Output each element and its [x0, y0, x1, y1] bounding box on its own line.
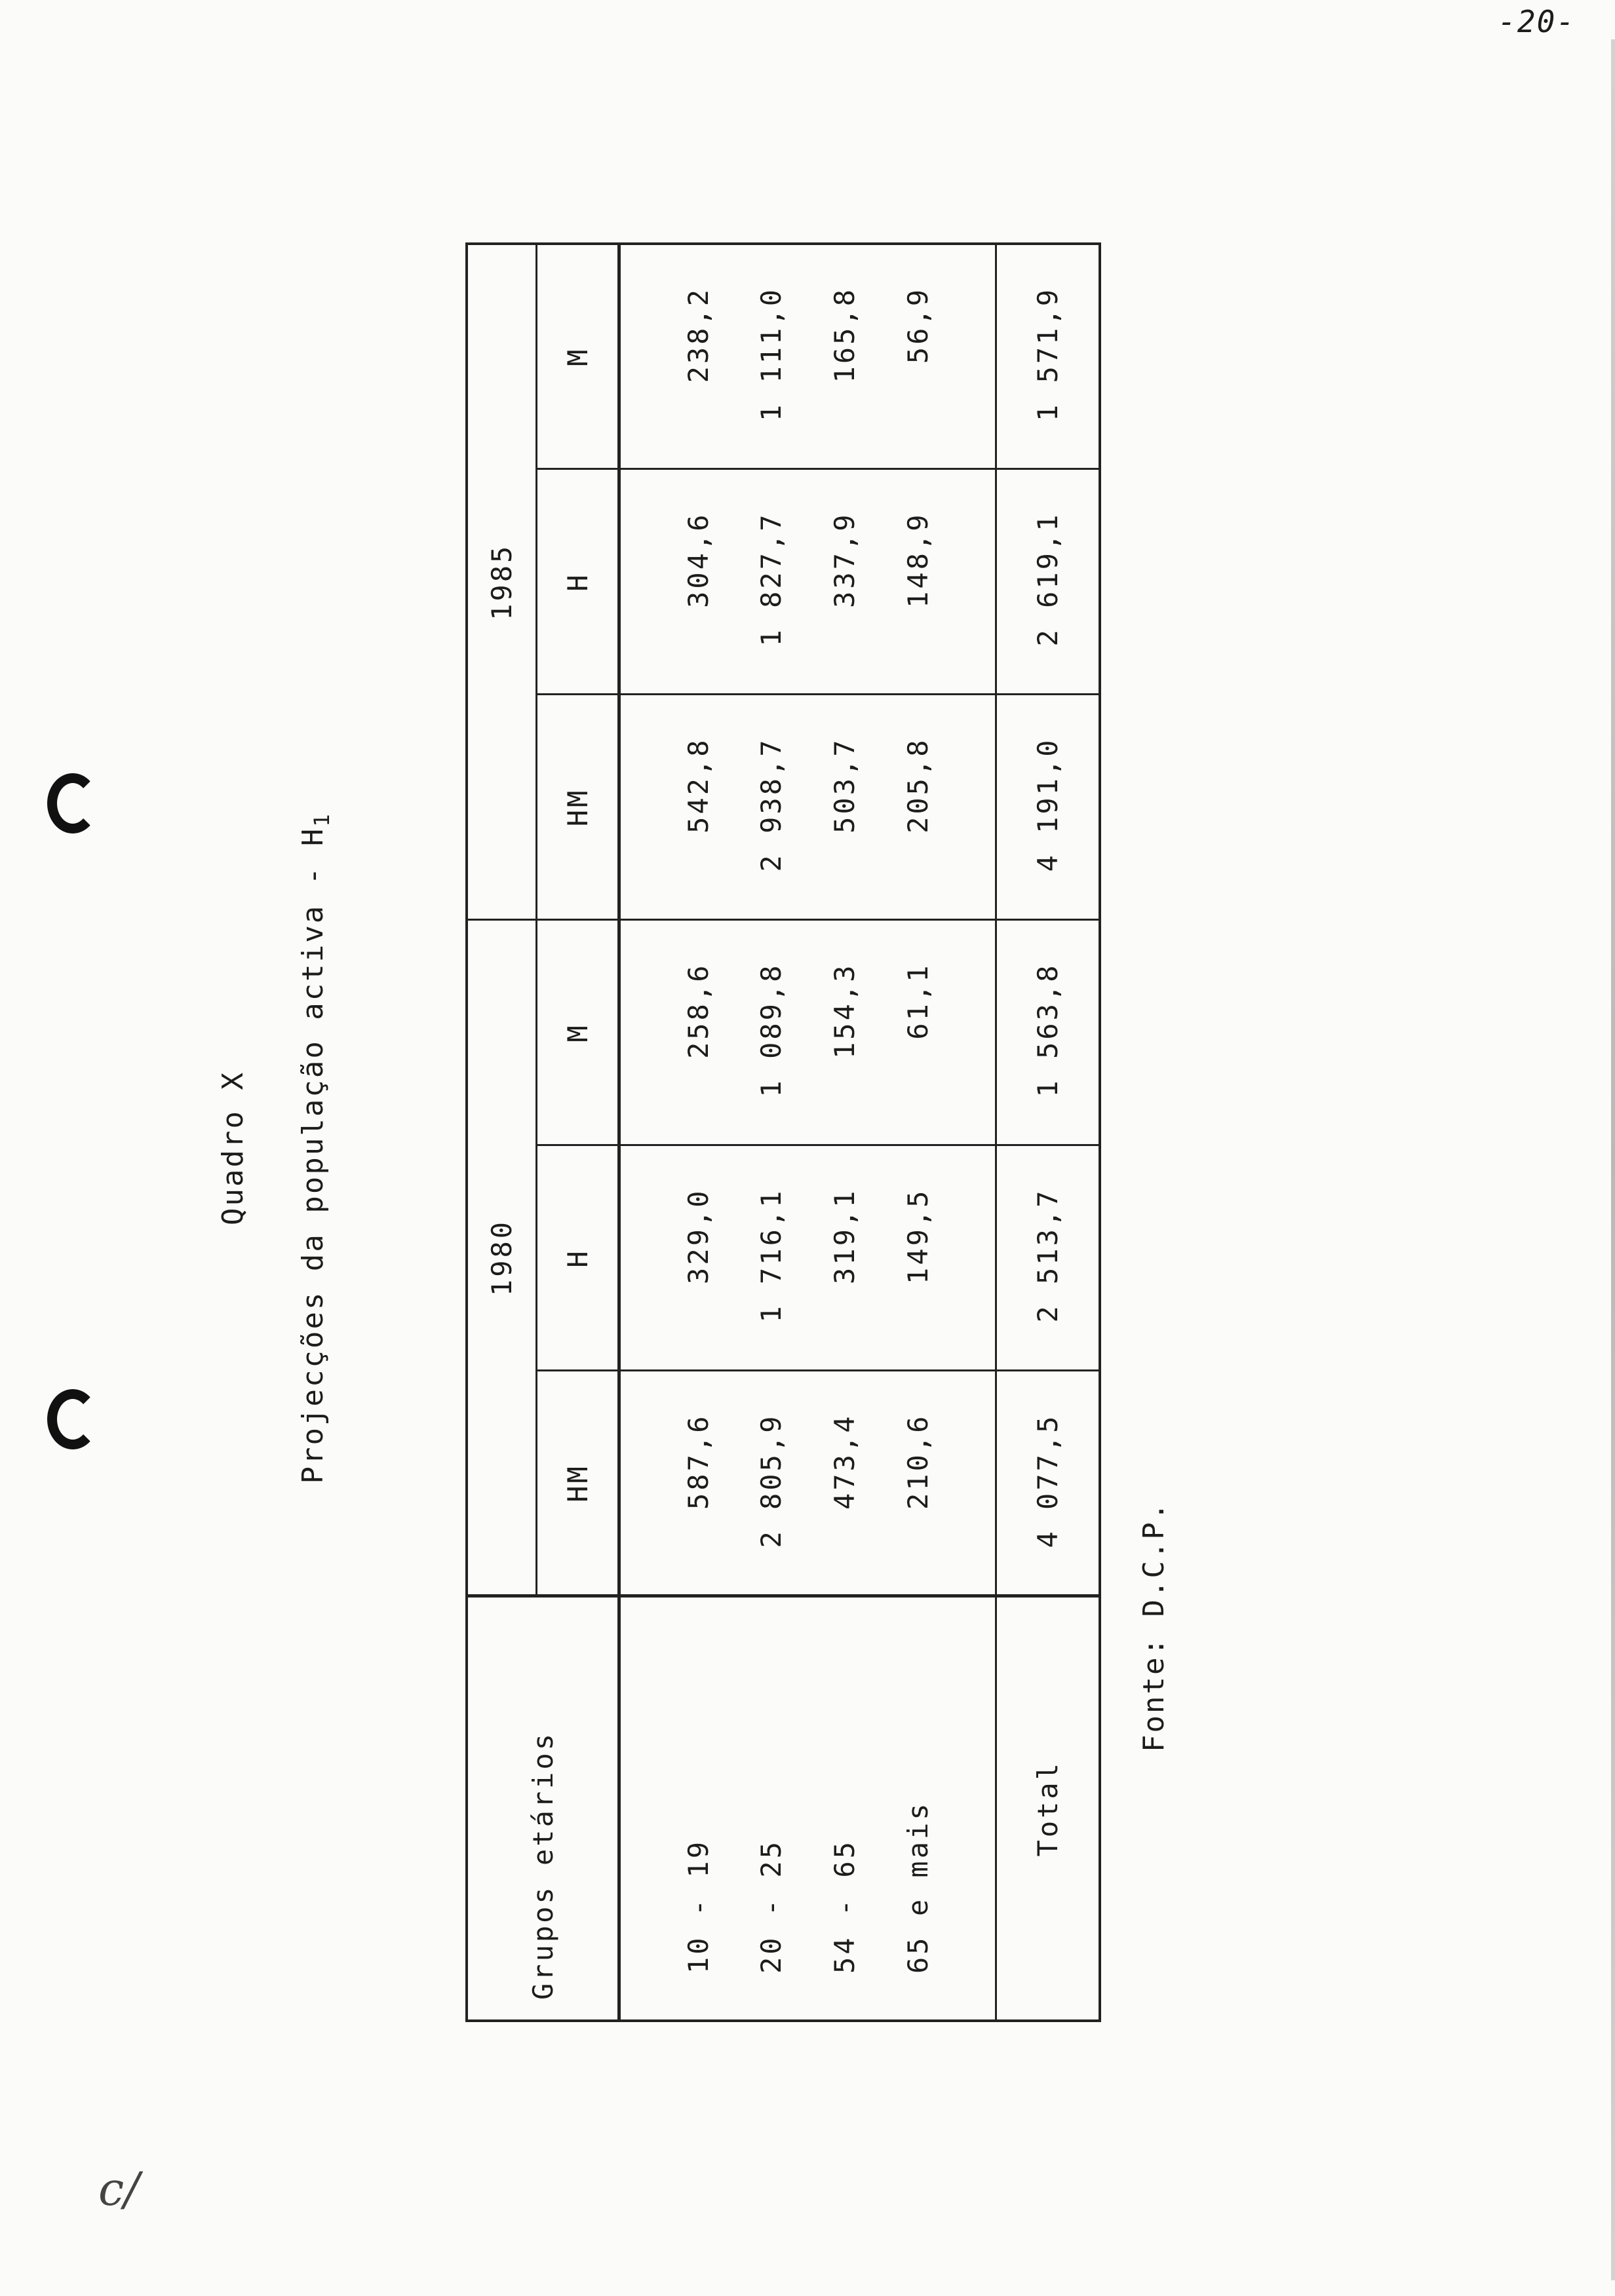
total-cell: 1 571,9 — [996, 244, 1100, 469]
table-row — [808, 244, 882, 2021]
total-row — [996, 244, 1100, 2021]
subheader-hm-1980: HM — [537, 1371, 619, 1596]
table-cell: 165,8 — [808, 244, 882, 469]
subheader-hm-1985: HM — [537, 695, 619, 920]
table-row — [881, 244, 954, 2021]
subtitle-text: Projecções da população activa - H — [296, 826, 330, 1484]
table-cell: 56,9 — [881, 244, 954, 469]
scan-edge — [1611, 39, 1615, 2280]
subheader-h-1980: H — [537, 1145, 619, 1371]
spacer-cell — [619, 244, 662, 469]
table-cell: 2 938,7 — [735, 695, 808, 920]
row-label: 54 - 65 — [808, 1596, 882, 2021]
header-row-years — [467, 244, 537, 2021]
spacer-cell — [954, 469, 996, 695]
subheader-h-1985: H — [537, 469, 619, 695]
handwritten-mark: c/ — [98, 2162, 140, 2216]
table-cell: 1 827,7 — [735, 469, 808, 695]
table-cell: 210,6 — [881, 1371, 954, 1596]
table-row — [735, 244, 808, 2021]
table-cell: 304,6 — [662, 469, 735, 695]
population-table — [465, 242, 1101, 2022]
table-cell: 154,3 — [808, 920, 882, 1145]
spacer-cell — [954, 1371, 996, 1596]
binder-hole-mark — [47, 773, 98, 833]
subheader-m-1985: M — [537, 244, 619, 469]
row-label: 10 - 19 — [662, 1596, 735, 2021]
binder-hole-mark — [47, 1389, 98, 1449]
table-cell: 149,5 — [881, 1145, 954, 1371]
total-cell: 4 191,0 — [996, 695, 1100, 920]
spacer-cell — [954, 695, 996, 920]
spacer-row — [954, 244, 996, 2021]
age-group-header: Grupos etários — [467, 1596, 619, 2021]
row-label: 65 e mais — [881, 1596, 954, 2021]
table-cell: 258,6 — [662, 920, 735, 1145]
row-label: 20 - 25 — [735, 1596, 808, 2021]
table-cell: 148,9 — [881, 469, 954, 695]
table-cell: 503,7 — [808, 695, 882, 920]
spacer-cell — [619, 695, 662, 920]
subtitle-subscript: 1 — [309, 812, 334, 827]
table-cell: 1 111,0 — [735, 244, 808, 469]
table-cell: 205,8 — [881, 695, 954, 920]
source-note: Fonte: D.C.P. — [1137, 1501, 1171, 1752]
spacer-cell — [619, 920, 662, 1145]
table-cell: 337,9 — [808, 469, 882, 695]
table-cell: 1 716,1 — [735, 1145, 808, 1371]
total-cell: 4 077,5 — [996, 1371, 1100, 1596]
table-cell: 319,1 — [808, 1145, 882, 1371]
table-cell: 587,6 — [662, 1371, 735, 1596]
table-cell: 61,1 — [881, 920, 954, 1145]
total-cell: 2 513,7 — [996, 1145, 1100, 1371]
page-number: -20- — [1498, 4, 1576, 39]
spacer-row — [619, 244, 662, 2021]
year-header-1980: 1980 — [467, 920, 537, 1596]
spacer-cell — [619, 1145, 662, 1371]
subheader-m-1980: M — [537, 920, 619, 1145]
spacer-cell — [954, 1145, 996, 1371]
table-row — [662, 244, 735, 2021]
year-header-1985: 1985 — [467, 244, 537, 920]
spacer-cell — [619, 469, 662, 695]
spacer-cell — [619, 1371, 662, 1596]
table-cell: 2 805,9 — [735, 1371, 808, 1596]
spacer-cell — [619, 1596, 662, 2021]
total-cell: 2 619,1 — [996, 469, 1100, 695]
table-cell: 1 089,8 — [735, 920, 808, 1145]
total-cell: 1 563,8 — [996, 920, 1100, 1145]
spacer-cell — [954, 244, 996, 469]
table-cell: 473,4 — [808, 1371, 882, 1596]
table-cell: 542,8 — [662, 695, 735, 920]
total-label: Total — [996, 1596, 1100, 2021]
table-cell: 238,2 — [662, 244, 735, 469]
spacer-cell — [954, 1596, 996, 2021]
spacer-cell — [954, 920, 996, 1145]
table-cell: 329,0 — [662, 1145, 735, 1371]
table-subtitle — [296, 0, 334, 2296]
table-title: Quadro X — [216, 1071, 250, 1225]
